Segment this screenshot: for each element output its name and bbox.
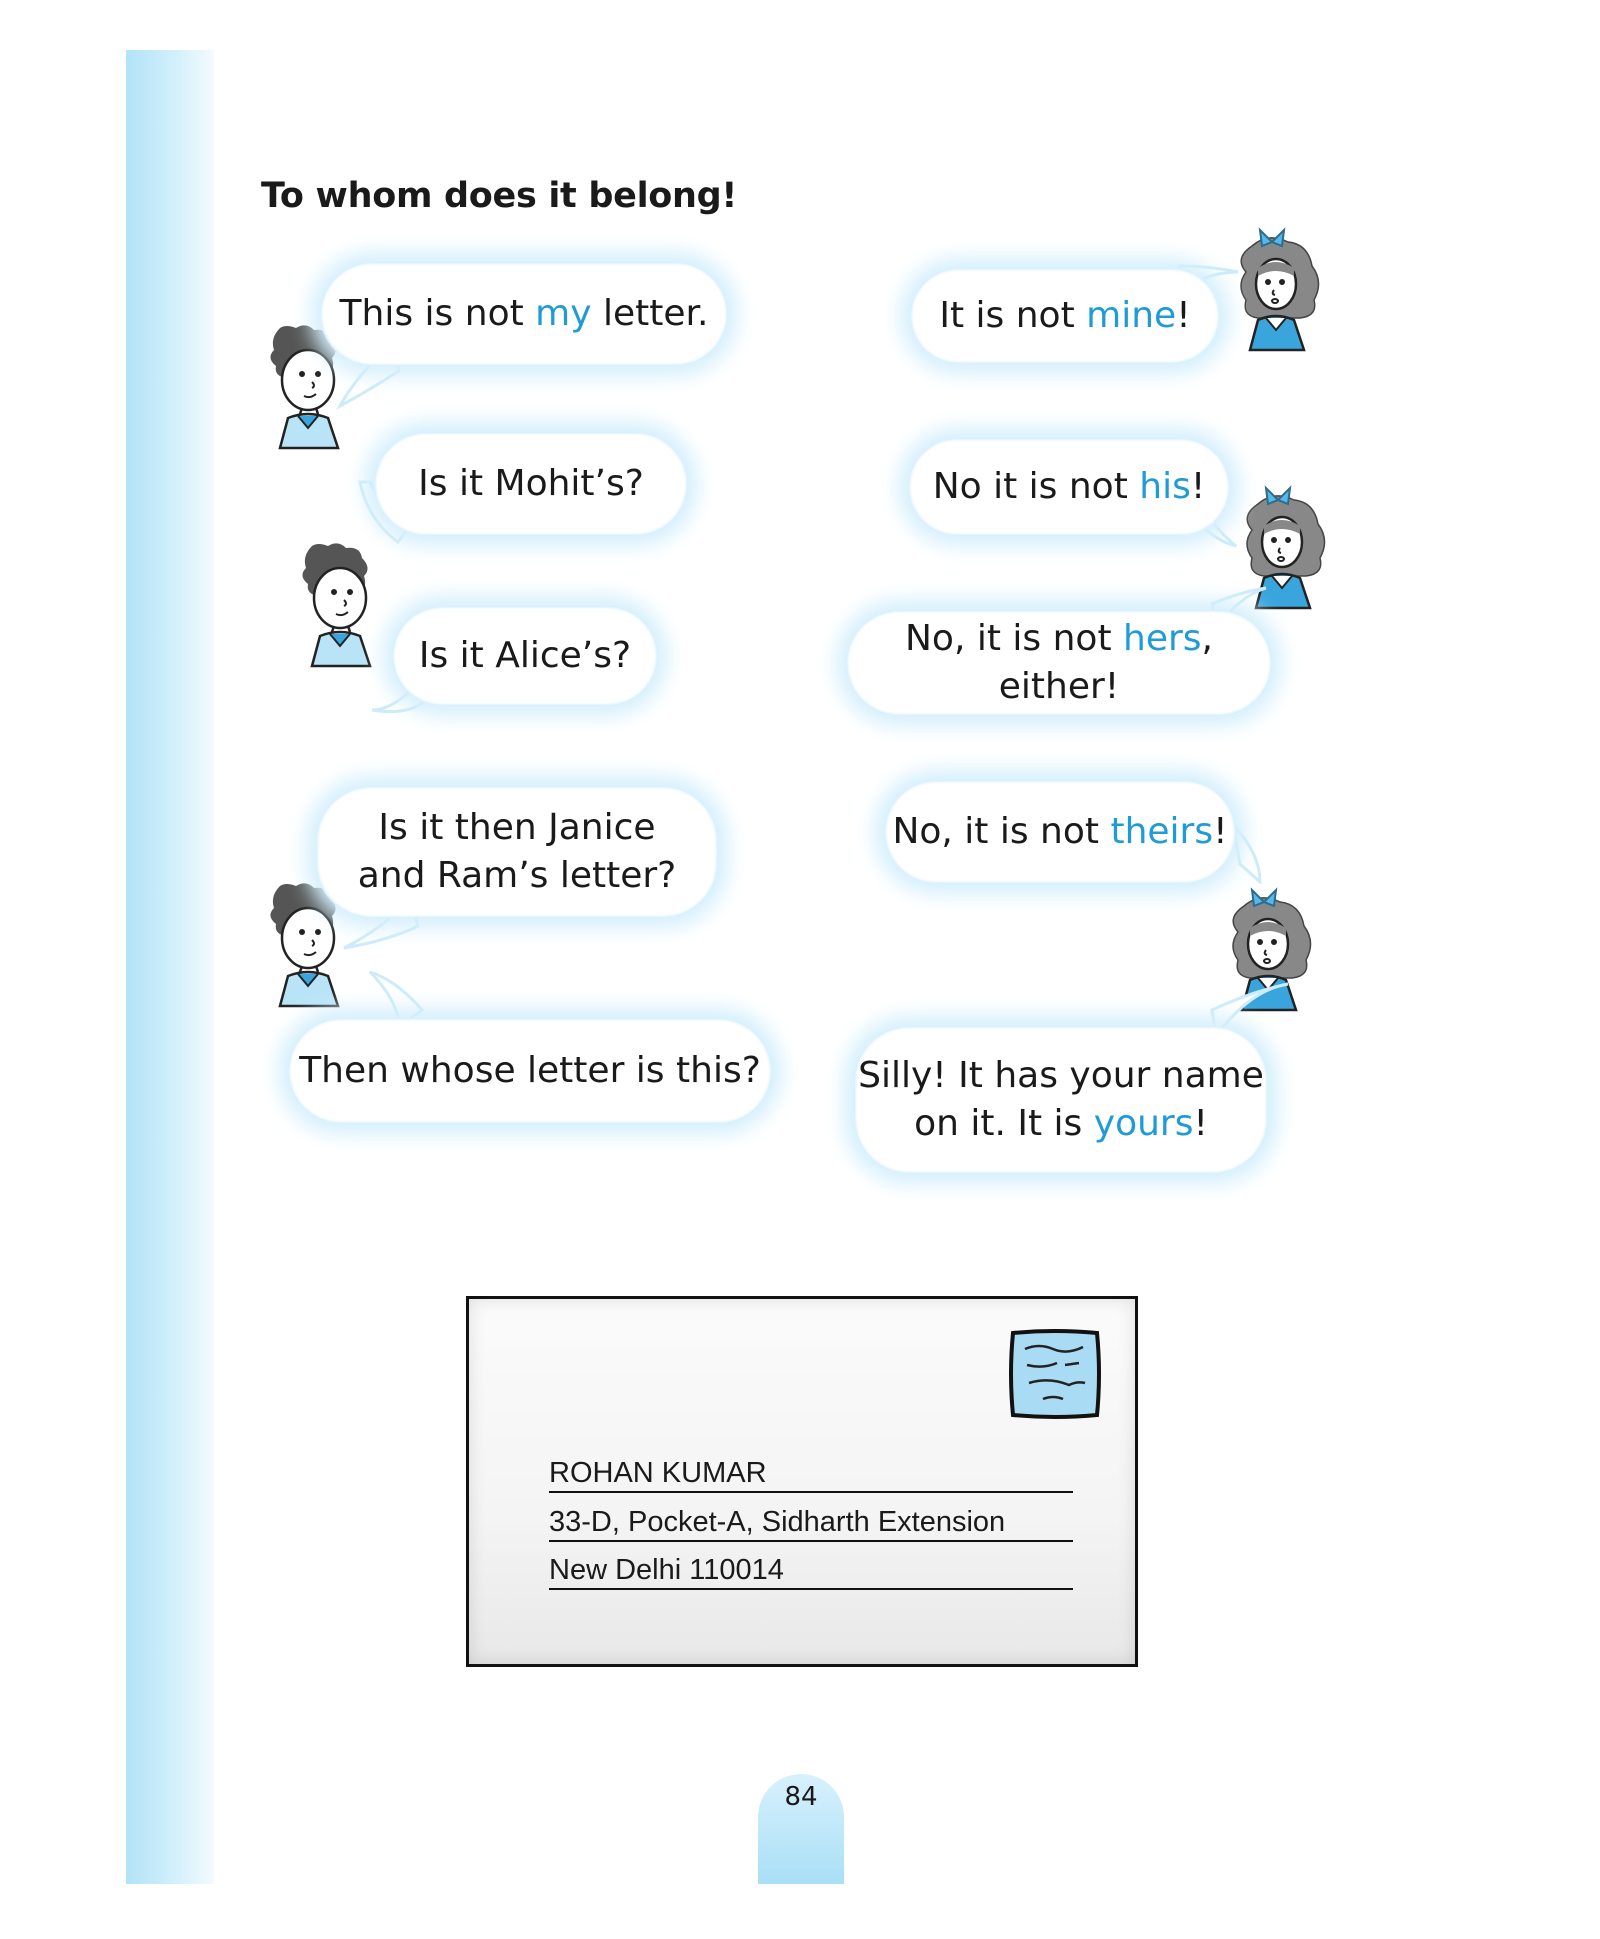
speech-bubble-girl-1: [910, 268, 1220, 364]
pronoun-highlight: his: [1139, 466, 1191, 507]
bubble-text: No it is not: [932, 466, 1140, 507]
bubble-tail: [1230, 824, 1270, 884]
speech-bubble-boy-1: [320, 262, 728, 366]
girl-character: [1230, 226, 1326, 356]
boy-character: [296, 540, 376, 670]
bubble-text: It is not: [939, 295, 1087, 336]
bubble-text: Is it then Janice: [378, 807, 656, 848]
bubble-text: letter.: [591, 293, 709, 334]
bubble-text: Is it Mohit’s?: [418, 463, 644, 504]
addressee-name: ROHAN KUMAR: [549, 1455, 1073, 1493]
speech-bubble-boy-2: [374, 432, 688, 536]
bubble-text: Silly! It has your name: [858, 1055, 1264, 1096]
bubble-text: Is it Alice’s?: [418, 635, 632, 676]
postage-stamp: [1009, 1329, 1101, 1419]
bubble-text: !: [1193, 1103, 1208, 1144]
envelope: [466, 1296, 1138, 1667]
section-heading: To whom does it belong!: [261, 176, 738, 216]
speech-bubble-boy-3: [392, 606, 658, 706]
page-number: 84: [784, 1782, 818, 1812]
side-color-band: [126, 50, 214, 1884]
bubble-text: , either!: [998, 618, 1213, 707]
speech-bubble-boy-5: [288, 1018, 772, 1124]
pronoun-highlight: hers: [1123, 618, 1202, 659]
pronoun-highlight: mine: [1086, 295, 1177, 336]
bubble-text: !: [1176, 295, 1191, 336]
address-line-2: New Delhi 110014: [549, 1552, 1073, 1590]
bubble-text: No, it is not: [892, 811, 1111, 852]
bubble-text: and Ram’s letter?: [357, 855, 677, 896]
address-line-1: 33-D, Pocket-A, Sidharth Extension: [549, 1504, 1073, 1542]
pronoun-highlight: yours: [1093, 1103, 1194, 1144]
bubble-text: Then whose letter is this?: [299, 1050, 761, 1091]
speech-bubble-girl-2: [908, 438, 1230, 536]
bubble-text: on it. It is: [914, 1103, 1094, 1144]
pronoun-highlight: theirs: [1110, 811, 1214, 852]
bubble-text: !: [1213, 811, 1228, 852]
pronoun-highlight: my: [535, 293, 592, 334]
speech-bubble-girl-5: [854, 1026, 1268, 1174]
bubble-text: This is not: [339, 293, 536, 334]
speech-bubble-girl-3: [846, 610, 1272, 716]
bubble-text: No, it is not: [905, 618, 1124, 659]
speech-bubble-girl-4: [884, 780, 1236, 884]
bubble-text: !: [1190, 466, 1206, 507]
speech-bubble-boy-4: [316, 786, 718, 918]
